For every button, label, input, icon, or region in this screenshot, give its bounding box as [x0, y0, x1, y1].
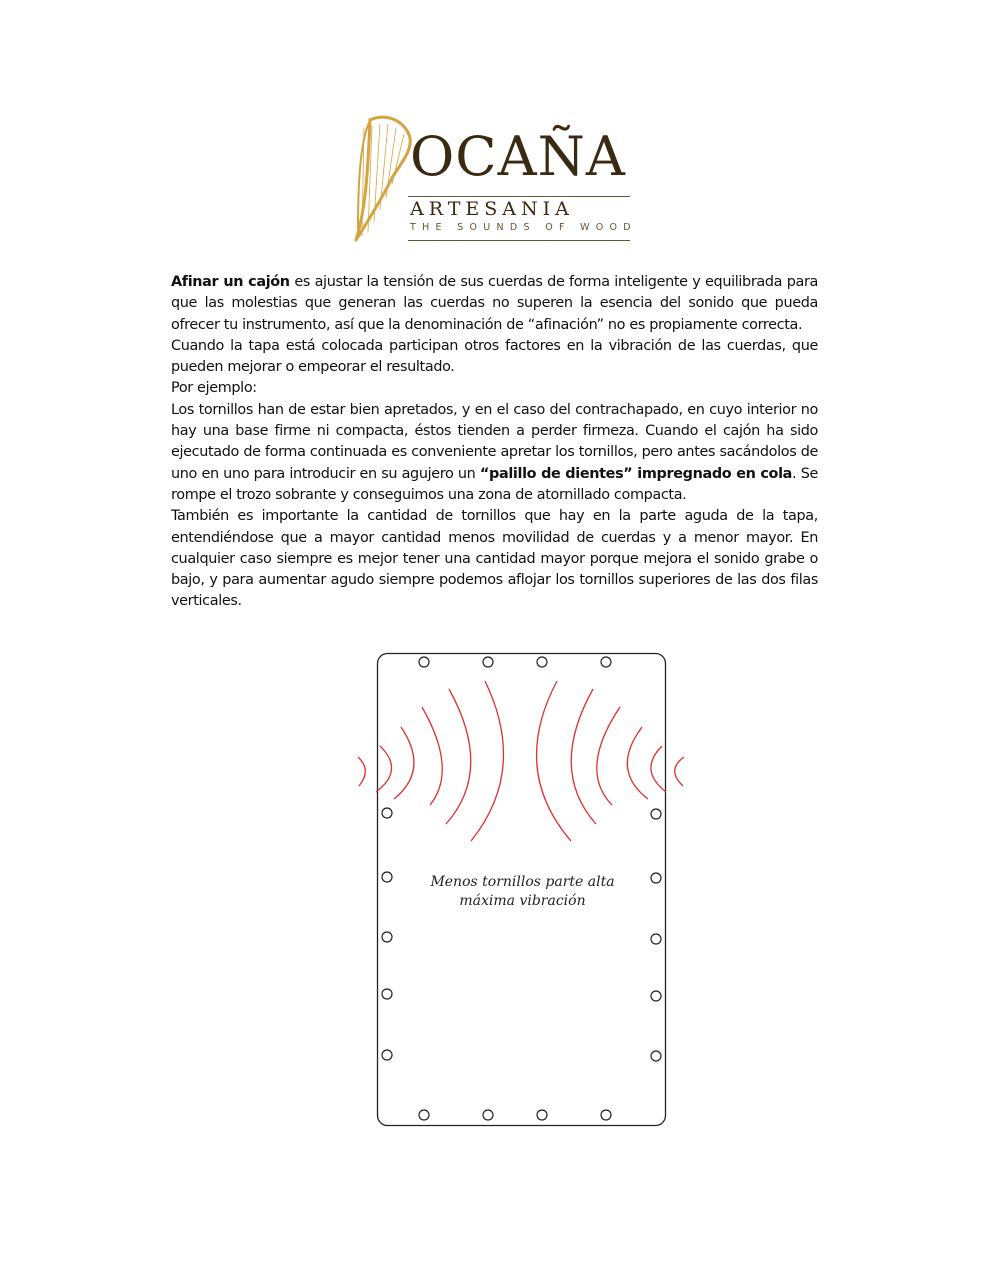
paragraph-screws	[171, 400, 818, 506]
paragraph-lid: Cuando la tapa está colocada participan otros factores en la vibración de las cuerdas, que pueden mejorar o empeorar el resultado.	[171, 337, 818, 376]
paragraph-screws-text: Los tornillos han de estar bien apretados, y en el caso del contrachapado, en cuyo interior no hay una base firme ni compacta, éstos tienden a perder firmeza. Cuando el cajón ha sido ejecutado de forma continuada es conveniente apretar los tornillos, pero antes sacándolos de uno en uno para introducir en su agujero un	[171, 401, 818, 482]
caption-line-1: Menos tornillos parte alta	[430, 874, 615, 890]
company-logo	[348, 108, 638, 248]
bold-lead: Afinar un cajón	[171, 274, 290, 290]
logo-divider-bottom	[408, 240, 630, 241]
article-body	[171, 272, 818, 613]
vibration-waves-left	[358, 681, 503, 841]
diagram-caption	[350, 873, 695, 911]
logo-brand: OCAÑA	[410, 125, 626, 188]
paragraph-intro	[171, 272, 818, 336]
paragraph-example-label: Por ejemplo:	[171, 380, 257, 397]
paragraph-intro-text: es ajustar la tensión de sus cuerdas de forma inteligente y equilibrada para que las molestias que generan las cuerdas no superen la esencia del sonido que pueda ofrecer tu instrumento, así que la denominación de “afinación” no es propiamente correcta.	[171, 274, 818, 333]
paragraph-screw-count: También es importante la cantidad de tornillos que hay en la parte aguda de la tapa, entendiéndose que a mayor cantidad menos movilidad de cuerdas y a menor mayor. En cualquier caso siempre es mejor tener una cantidad mayor porque mejora el sonido grabe o bajo, y para aumentar agudo siempre podemos aflojar los tornillos superiores de las dos filas verticales.	[171, 508, 818, 610]
bold-toothpick: “palillo de dientes” impregnado en cola	[479, 465, 793, 482]
logo-divider-top	[408, 196, 630, 197]
cajon-lid-diagram	[350, 645, 695, 1135]
caption-line-2: máxima vibración	[459, 893, 586, 909]
logo-tagline: THE SOUNDS OF WOOD	[410, 222, 637, 233]
logo-subtitle: ARTESANIA	[410, 198, 574, 220]
paragraph-screws-tail: . Se rompe el trozo sobrante y conseguimos una zona de atornillado compacta.	[171, 465, 819, 503]
vibration-waves-right	[537, 681, 684, 841]
